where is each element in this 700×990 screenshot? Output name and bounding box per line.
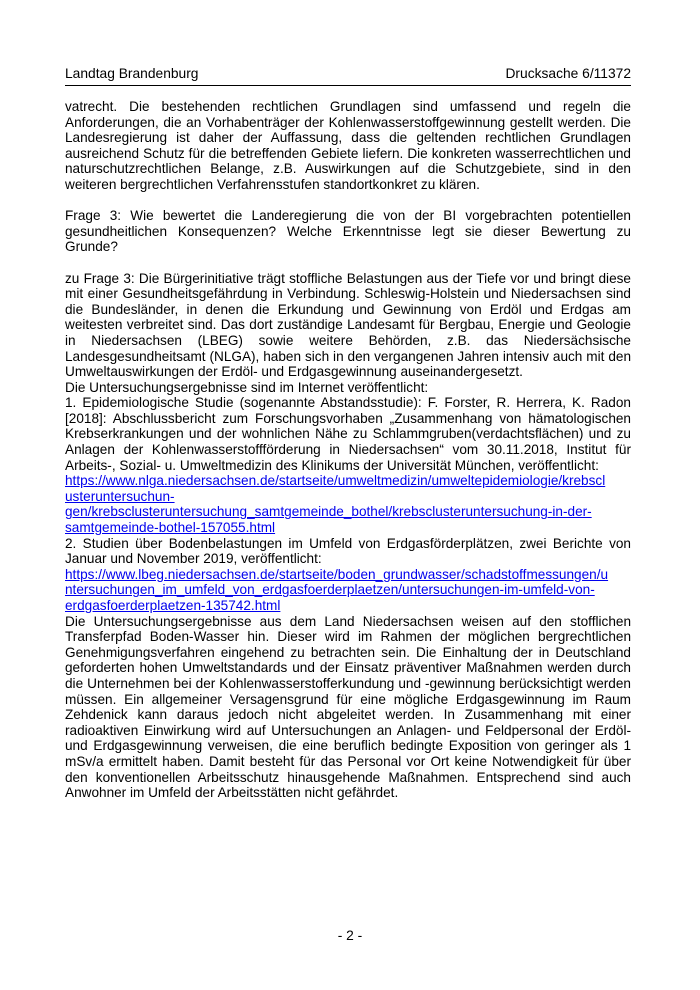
header-parliament: Landtag Brandenburg <box>65 66 199 81</box>
list-item-1: 1. Epidemiologische Studie (sogenannte Abstandsstudie): F. Forster, R. Herrera, K. Radon [2018]: Abschlussbericht zum Forschungsvorhaben „Zusammenhang von hämatologischen Krebserkrankungen und der wohnlichen Nähe zu Schlammgruben(verdachtsflächen) und zu Anlagen der Kohlenwasserstoffförderung in Niedersachsen“ vom 30.11.2018, Institut für Arbeits-, Sozial- u. Umweltmedizin des Klinikums der Universität München, veröffentlicht: <box>65 395 631 473</box>
link-lbeg-line-1: https://www.lbeg.niedersachsen.de/startseite/boden_grundwasser/schadstoffmessungen/u <box>65 566 609 582</box>
header-document-number: Drucksache 6/11372 <box>505 66 631 81</box>
link-nlga-line-3: gen/krebsclusteruntersuchung_samtgemeinde_bothel/krebsclusteruntersuchung-in-der- <box>65 504 592 520</box>
link-nlga-study[interactable] <box>65 473 631 535</box>
paragraph-conclusion: Die Untersuchungsergebnisse aus dem Land Niedersachsen weisen auf den stofflichen Transferpfad Boden-Wasser hin. Dieser wird im Rahmen der möglichen bergrechtlichen Genehmigungsverfahren eingehend zu betrachten sein. Die Einhaltung der in Deutschland geforderten hohen Umweltstandards und der Einsatz präventiver Maßnahmen werden durch die Unternehmen bei der Kohlenwasserstofferkundung und -gewinnung berücksichtigt werden müssen. Ein allgemeiner Versagensgrund für eine mögliche Erdgasgewinnung im Raum Zehdenick kann daraus jedoch nicht abgeleitet werden. In Zusammenhang mit einer radioaktiven Einwirkung wird auf Untersuchungen an Anlagen- und Feldpersonal der Erdöl- und Erdgasgewinnung verweisen, die eine beruflich bedingte Exposition von geringer als 1 mSv/a ermittelt haben. Damit besteht für das Personal vor Ort keine Notwendigkeit für über den konventionellen Arbeitsschutz hinausgehende Maßnahmen. Entsprechend sind auch Anwohner im Umfeld der Arbeitsstätten nicht gefährdet. <box>65 613 631 801</box>
paragraph-legal-basis: vatrecht. Die bestehenden rechtlichen Grundlagen sind umfassend und regeln die Anforderungen, die an Vorhabenträger der Kohlenwasserstoffgewinnung gestellt werden. Die Landesregierung ist daher der Auffassung, dass die geltenden rechtlichen Grundlagen ausreichend Schutz für die betreffenden Gebiete liefern. Die konkreten wasserrechtlichen und naturschutzrechtlichen Belange, z.B. Auswirkungen auf die Schutzgebiete, sind in den weiteren bergrechtlichen Verfahrensstufen standortkonkret zu klären. <box>65 99 631 192</box>
link-lbeg-line-2: ntersuchungen_im_umfeld_von_erdgasfoerderplaetzen/untersuchungen-im-umfeld-von- <box>65 582 595 598</box>
link-nlga-line-2: usteruntersuchun- <box>65 488 175 504</box>
results-intro: Die Untersuchungsergebnisse sind im Internet veröffentlicht: <box>65 379 429 395</box>
page-header <box>65 66 631 86</box>
question-3: Frage 3: Wie bewertet die Landeregierung die von der BI vorgebrachten potentiellen gesundheitlichen Konsequenzen? Welche Erkenntnisse legt sie dieser Bewertung zu Grunde? <box>65 208 631 255</box>
link-lbeg-line-3: erdgasfoerderplaetzen-135742.html <box>65 598 281 613</box>
link-nlga-line-4: samtgemeinde-bothel-157055.html <box>65 520 276 536</box>
page-body <box>65 99 631 801</box>
answer-3: zu Frage 3: Die Bürgerinitiative trägt stoffliche Belastungen aus der Tiefe vor und bringt diese mit einer Gesundheitsgefährdung in Verbindung. Schleswig-Holstein und Niedersachsen sind die Bundesländer, in denen die Erkundung und Gewinnung von Erdöl und Erdgas am weitesten verbreitet sind. Das dort zuständige Landesamt für Bergbau, Energie und Geologie in Niedersachsen (LBEG) sowie weitere Behörden, z.B. das Niedersächsische Landesgesundheitsamt (NLGA), haben sich in den vergangenen Jahren intensiv auch mit den Umweltauswirkungen der Erdöl- und Erdgasgewinnung auseinandergesetzt. <box>65 270 631 380</box>
page-number: - 2 - <box>337 928 363 943</box>
link-lbeg-study[interactable] <box>65 567 631 614</box>
list-item-2: 2. Studien über Bodenbelastungen im Umfeld von Erdgasförderplätzen, zwei Berichte von Januar und November 2019, veröffentlicht: <box>65 535 631 567</box>
link-nlga-line-1: https://www.nlga.niedersachsen.de/startseite/umweltmedizin/umweltepidemiologie/krebscl <box>65 473 606 489</box>
